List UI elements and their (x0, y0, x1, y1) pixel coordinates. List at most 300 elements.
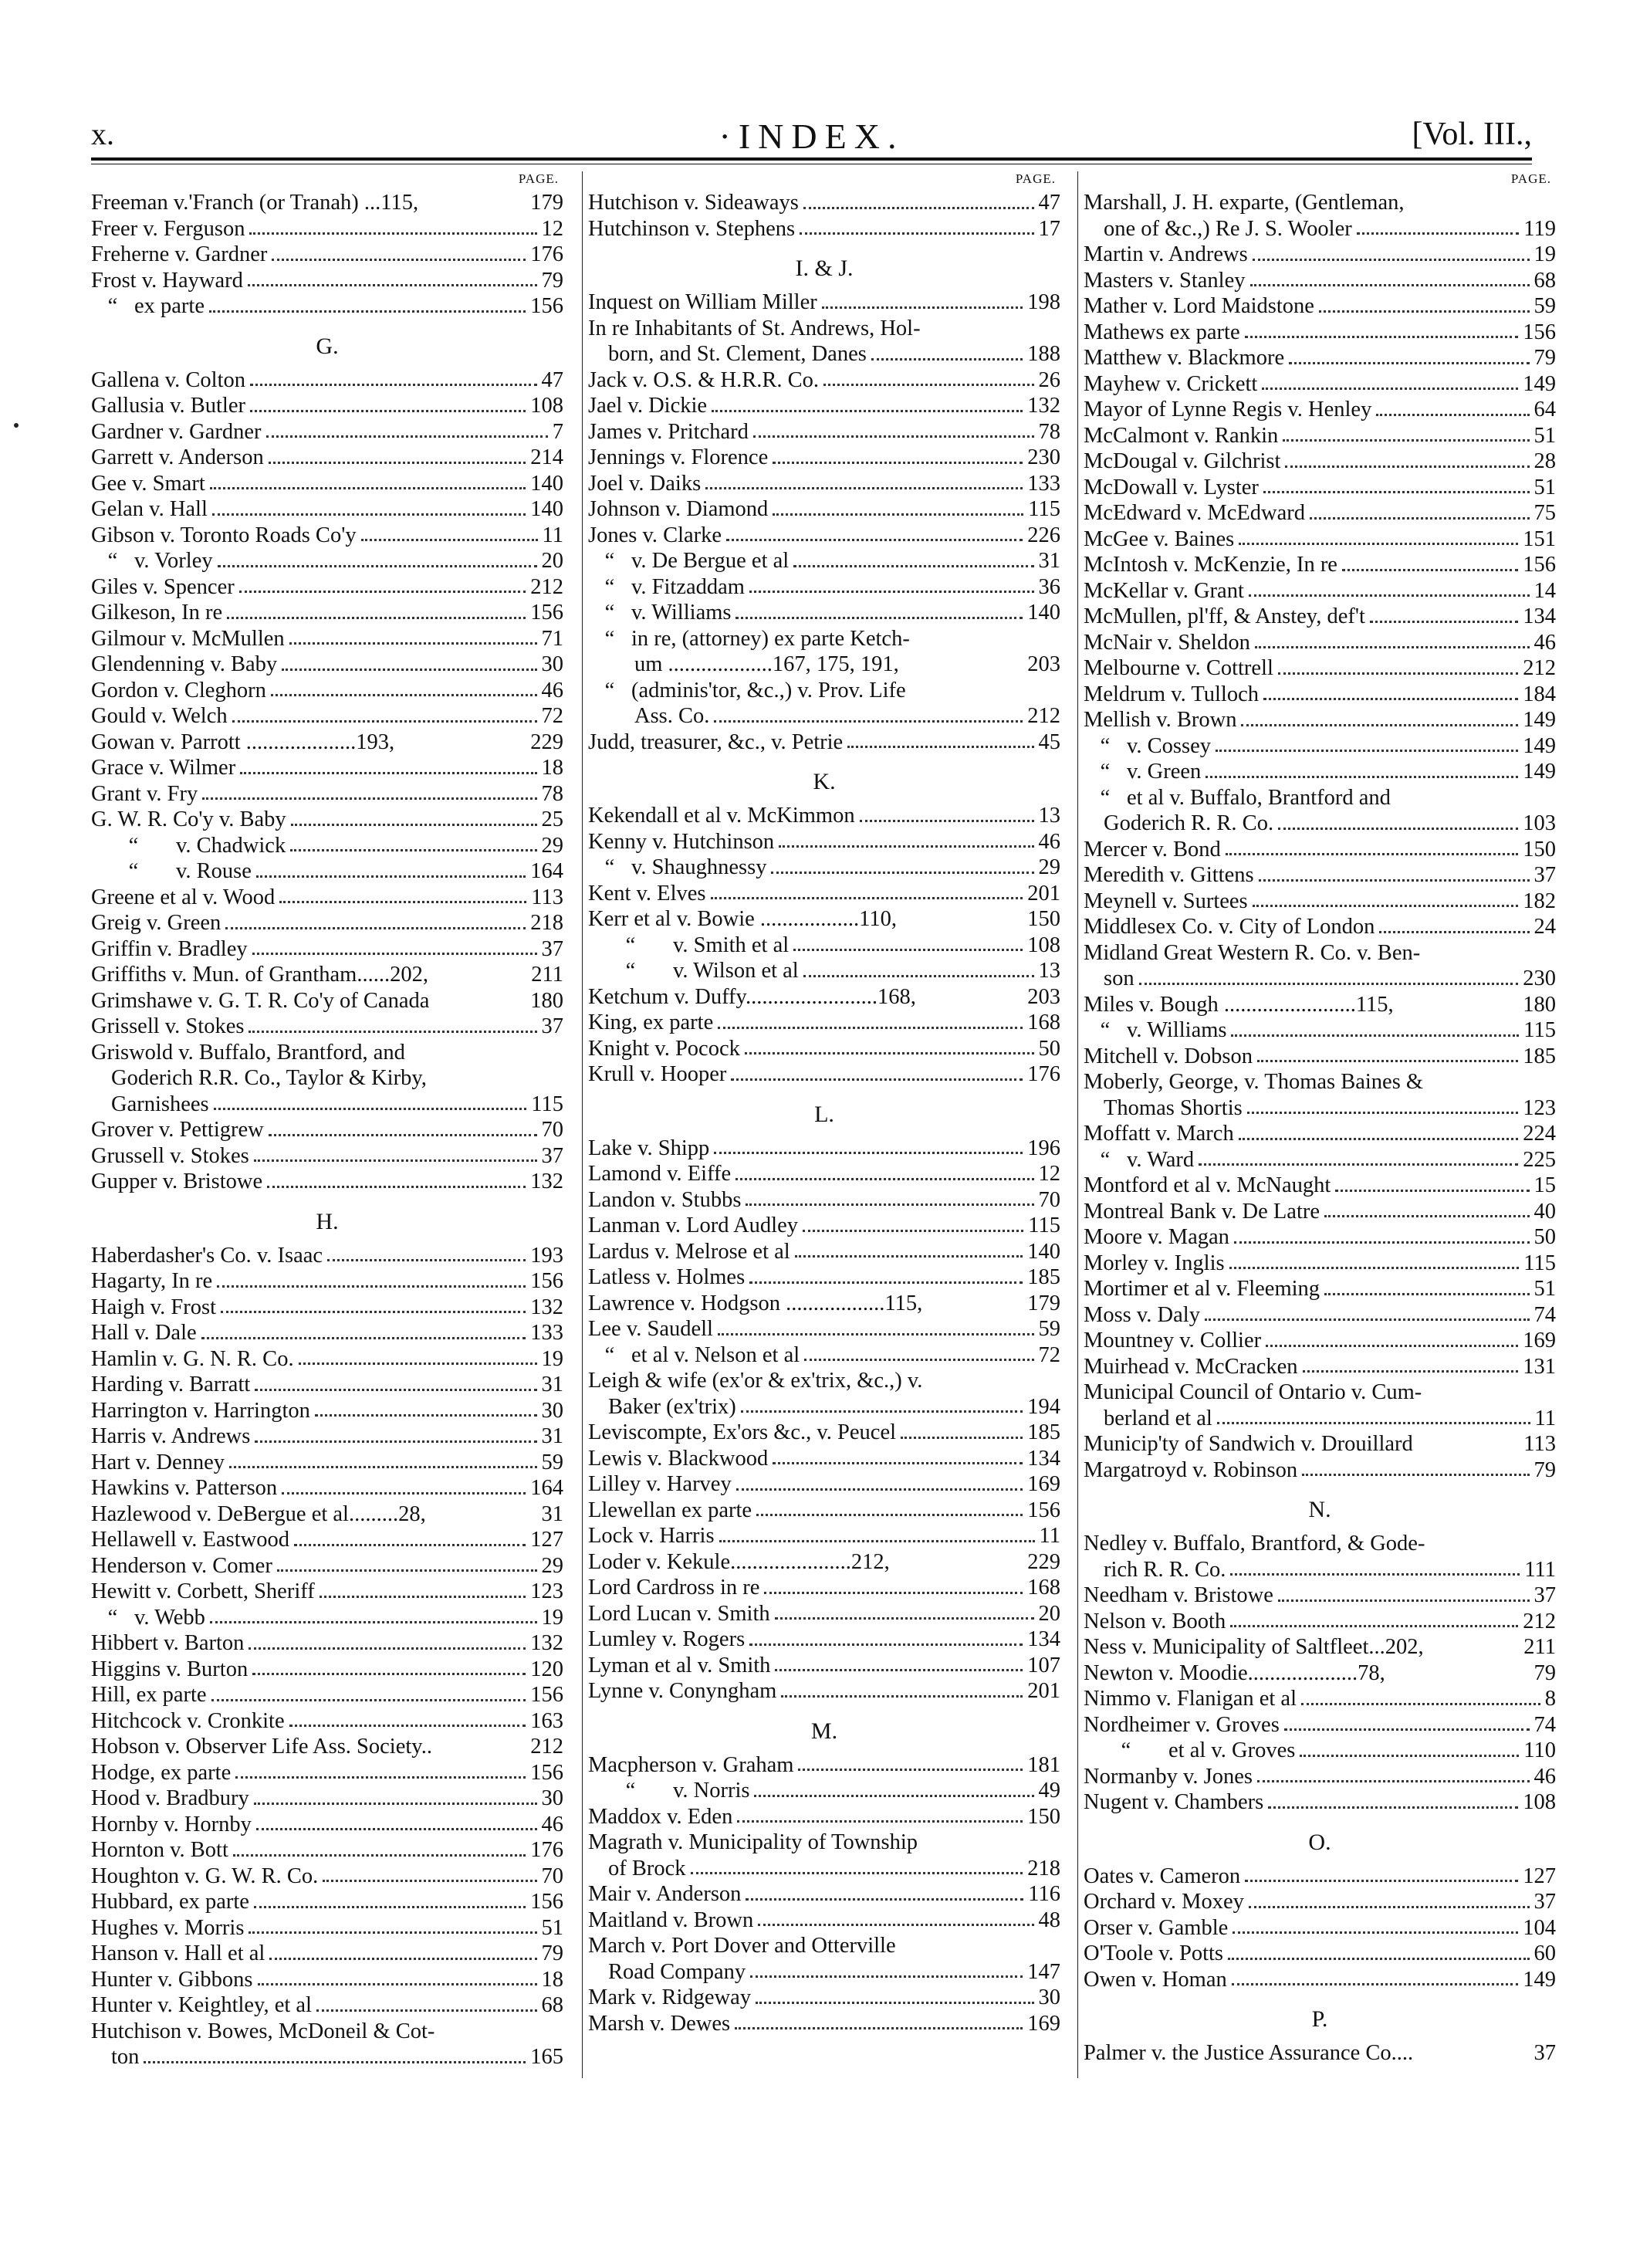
page-ref: 150 (1027, 907, 1060, 931)
dot-leader (258, 1983, 537, 1985)
index-entry (91, 703, 563, 729)
index-entry (588, 906, 1060, 933)
case-name: Maitland v. Brown (588, 1907, 754, 1932)
page-ref: 150 (1523, 837, 1556, 862)
case-name: Jones v. Clarke (588, 523, 722, 547)
case-name: Grover v. Pettigrew (91, 1118, 264, 1142)
index-entry (588, 1161, 1060, 1187)
index-entry (588, 1752, 1060, 1779)
dot-leader (1234, 1241, 1530, 1244)
case-name: Jael v. Dickie (588, 394, 708, 418)
page-ref: 71 (541, 626, 563, 651)
page-ref: 29 (541, 1553, 563, 1578)
case-name: Masters v. Stanley (1084, 268, 1246, 293)
case-name: v. Webb (134, 1605, 205, 1630)
index-entry (1084, 1431, 1556, 1457)
header-rule-thick (91, 157, 1532, 161)
index-entry-line (588, 678, 1060, 704)
index-entry (1084, 1686, 1556, 1712)
index-entry (588, 419, 1060, 445)
page-ref: 229 (530, 729, 563, 754)
case-name: James v. Pritchard (588, 419, 749, 444)
index-entry (588, 367, 1060, 394)
running-header (91, 116, 1532, 162)
case-name: Hamlin v. G. N. R. Co. (91, 1346, 294, 1371)
section-letter-heading: P. (1311, 2006, 1328, 2032)
page-ref: 131 (1523, 1354, 1556, 1379)
page-ref: 120 (530, 1657, 563, 1681)
case-name: Ness v. Municipality of Saltfleet...202, (1084, 1635, 1424, 1659)
dot-leader (746, 1898, 1023, 1901)
index-entry (91, 216, 563, 242)
index-entry (1084, 682, 1556, 708)
index-entry (91, 471, 563, 497)
index-entry (1084, 914, 1556, 940)
index-column-1 (91, 171, 563, 2070)
dot-leader (225, 927, 526, 929)
index-entry (588, 2011, 1060, 2037)
dot-leader (771, 872, 1033, 874)
case-name: Mortimer et al v. Fleeming (1084, 1277, 1320, 1301)
case-name: v. Rouse (176, 859, 252, 883)
dot-leader (1284, 1728, 1530, 1731)
index-entry (588, 1316, 1060, 1342)
page-ref: 218 (530, 911, 563, 935)
page-ref: 181 (1027, 1752, 1060, 1777)
page-ref: 115 (531, 1092, 563, 1116)
index-entry (1084, 397, 1556, 423)
ditto-mark: “ (1100, 1018, 1111, 1042)
dot-leader (773, 462, 1023, 464)
dot-leader (254, 1159, 537, 1162)
case-name: ton (111, 2045, 140, 2069)
index-entry (588, 803, 1060, 829)
dot-leader (289, 1725, 526, 1727)
page-ref: 156 (530, 1683, 563, 1707)
page-ref: 134 (1027, 1627, 1060, 1651)
case-name: v. Vorley (134, 549, 213, 573)
page-ref: 149 (1523, 708, 1556, 732)
index-entry (1084, 1889, 1556, 1915)
dot-leader (269, 1958, 536, 1960)
case-name: Gilmour v. McMullen (91, 626, 285, 651)
case-name: Muirhead v. McCracken (1084, 1354, 1298, 1379)
index-entry (1084, 862, 1556, 889)
page-ref: 50 (1533, 1225, 1556, 1249)
page-ref: 30 (541, 1398, 563, 1423)
index-entry (588, 1136, 1060, 1162)
case-name: Meynell v. Surtees (1084, 889, 1248, 913)
page-ref: 193 (530, 1243, 563, 1268)
page-ref: 164 (530, 1476, 563, 1500)
index-entry (91, 1682, 563, 1708)
case-name: Hagarty, In re (91, 1269, 213, 1293)
page-ref: 70 (1038, 1187, 1060, 1212)
index-entry (588, 703, 1060, 729)
index-entry (1084, 992, 1556, 1018)
index-entry (91, 1760, 563, 1786)
page-ref: 108 (530, 394, 563, 418)
dot-leader (746, 1203, 1033, 1206)
dot-leader (1228, 1958, 1529, 1960)
index-entry-line (91, 1065, 563, 1092)
dot-leader (775, 1669, 1023, 1671)
dot-leader (741, 1410, 1023, 1413)
page-ref: 51 (1533, 423, 1556, 448)
dot-leader (315, 1414, 537, 1417)
case-name: Mellish v. Brown (1084, 708, 1237, 732)
case-name: Hutchinson v. Stephens (588, 216, 796, 241)
index-entry (91, 1450, 563, 1476)
page-ref: 156 (1523, 553, 1556, 577)
page-ref: 230 (1523, 966, 1556, 990)
page-ref: 132 (1027, 394, 1060, 418)
index-entry (91, 988, 563, 1014)
case-name: rich R. R. Co. (1104, 1557, 1226, 1582)
index-entry (1084, 371, 1556, 398)
case-name: Inquest on William Miller (588, 290, 817, 314)
case-name: Hodge, ex parte (91, 1760, 232, 1785)
case-name: Joel v. Daiks (588, 471, 702, 496)
page-ref: 74 (1533, 1302, 1556, 1327)
dot-leader (289, 642, 537, 645)
page-ref: 212 (1523, 1609, 1556, 1633)
index-entry (1084, 578, 1556, 604)
case-name: Gardner v. Gardner (91, 419, 262, 444)
dot-leader (316, 2009, 537, 2012)
index-entry (91, 1992, 563, 2019)
page-ref: 149 (1523, 760, 1556, 784)
index-entry (588, 958, 1060, 984)
index-entry (91, 1243, 563, 1269)
page-ref: 134 (1027, 1446, 1060, 1471)
ditto-mark: “ (128, 859, 139, 883)
dot-leader (803, 207, 1034, 209)
dot-leader (1255, 646, 1530, 648)
dot-leader (1232, 1983, 1519, 1985)
case-name: Freherne v. Gardner (91, 242, 268, 266)
page-ref: 169 (1027, 1472, 1060, 1496)
dot-leader (1257, 1060, 1518, 1062)
dot-leader (735, 2027, 1023, 2029)
dot-leader (269, 1134, 537, 1136)
case-name: (adminis'tor, &c.,) v. Prov. Life (631, 678, 906, 702)
case-name: Gallusia v. Butler (91, 394, 245, 418)
dot-leader (773, 1462, 1023, 1464)
case-name: Palmer v. the Justice Assurance Co.... (1084, 2041, 1414, 2065)
page-ref: 123 (1523, 1095, 1556, 1120)
index-entry (1084, 1764, 1556, 1790)
index-entry (588, 1187, 1060, 1214)
index-entry (91, 419, 563, 445)
page-ref: 46 (541, 1812, 563, 1836)
page-ref: 119 (1523, 216, 1556, 241)
case-name: Landon v. Stubbs (588, 1187, 742, 1212)
case-name: Hobson v. Observer Life Ass. Society.. (91, 1735, 432, 1759)
page-ref: 115 (1523, 1251, 1556, 1275)
index-entry (91, 1734, 563, 1760)
page-ref: 37 (1533, 2041, 1556, 2065)
dot-leader (1278, 672, 1518, 675)
dot-leader (731, 1078, 1023, 1081)
page-ref: 123 (530, 1579, 563, 1603)
case-name: McKellar v. Grant (1084, 578, 1244, 603)
page-ref: 149 (1523, 371, 1556, 396)
case-name: Macpherson v. Graham (588, 1752, 794, 1777)
case-name: in re, (attorney) ex parte Ketch- (631, 626, 910, 651)
case-name: Grant v. Fry (91, 781, 198, 806)
index-entry (588, 496, 1060, 523)
dot-leader (144, 2061, 526, 2063)
dot-leader (233, 1854, 526, 1857)
case-name: Lardus v. Melrose et al (588, 1239, 790, 1264)
page-ref: 20 (541, 549, 563, 573)
index-entry (1084, 889, 1556, 915)
case-name: Mercer v. Bond (1084, 837, 1221, 862)
dot-leader (753, 435, 1034, 438)
dot-leader (691, 1872, 1023, 1874)
case-name: Owen v. Homan (1084, 1967, 1227, 1992)
index-entry (588, 1881, 1060, 1907)
ditto-mark: “ (604, 1342, 615, 1367)
case-name: Kerr et al v. Bowie ..................110, (588, 907, 897, 931)
index-entry (588, 881, 1060, 907)
index-entry-line (1084, 190, 1556, 216)
dot-leader (210, 1621, 537, 1623)
index-entry (91, 548, 563, 574)
index-entry (588, 652, 1060, 678)
case-name: Hornton v. Bott (91, 1838, 228, 1862)
index-entry (1084, 1017, 1556, 1044)
dot-leader (249, 1031, 536, 1033)
dot-leader (218, 565, 537, 567)
ditto-mark: “ (625, 933, 636, 957)
index-entry (91, 293, 563, 320)
page-ref: 179 (1027, 1291, 1060, 1315)
index-entry (91, 962, 563, 988)
index-entry-line (588, 316, 1060, 342)
index-entry (588, 471, 1060, 497)
case-name: Midland Great Western R. Co. v. Ben- (1084, 940, 1421, 965)
page-ref: 45 (1038, 729, 1060, 754)
page-column-label: PAGE. (518, 171, 559, 186)
case-name: Moffatt v. March (1084, 1122, 1234, 1146)
case-name: G. W. R. Co'y v. Baby (91, 807, 286, 831)
page-ref: 103 (1523, 811, 1556, 835)
dot-leader (749, 1643, 1023, 1646)
page-ref: 19 (1533, 242, 1556, 266)
page-ref: 26 (1038, 367, 1060, 392)
dot-leader (1301, 1703, 1540, 1705)
dot-leader (749, 591, 1034, 593)
page-ref: 164 (530, 859, 563, 883)
index-entry (588, 1523, 1060, 1549)
case-name: Margatroyd v. Robinson (1084, 1457, 1298, 1482)
case-name: O'Toole v. Potts (1084, 1941, 1224, 1965)
case-name: Hutchison v. Bowes, McDoneil & Cot- (91, 2019, 435, 2043)
case-name: Kent v. Elves (588, 881, 706, 906)
ditto-mark: “ (625, 1779, 636, 1803)
case-name: Freer v. Ferguson (91, 216, 245, 241)
case-name: Hubbard, ex parte (91, 1890, 249, 1914)
case-name: Moss v. Daly (1084, 1302, 1200, 1327)
case-name: v. Shaughnessy (631, 855, 767, 879)
case-name: Hornby v. Hornby (91, 1812, 252, 1836)
dot-leader (1229, 1267, 1520, 1269)
ditto-mark: “ (1121, 1738, 1131, 1762)
index-entry (1084, 293, 1556, 320)
index-entry (91, 1398, 563, 1424)
dot-leader (1249, 1906, 1530, 1908)
page-number: x. (91, 117, 114, 151)
index-entry (588, 1856, 1060, 1882)
index-entry (1084, 1863, 1556, 1890)
page-ref: 51 (541, 1915, 563, 1940)
index-entry (1084, 1634, 1556, 1660)
page-ref: 149 (1523, 1967, 1556, 1992)
case-name: Llewellan ex parte (588, 1498, 752, 1522)
dot-leader (282, 1492, 526, 1495)
dot-leader (255, 1389, 536, 1391)
page-ref: 74 (1533, 1712, 1556, 1737)
index-entry (1084, 1147, 1556, 1173)
case-name: Higgins v. Burton (91, 1657, 249, 1681)
case-name: Newton v. Moodie....................78, (1084, 1660, 1385, 1685)
index-entry (91, 1320, 563, 1346)
page-ref: 156 (530, 1760, 563, 1785)
case-name: Jennings v. Florence (588, 445, 769, 469)
page-ref: 108 (1027, 933, 1060, 957)
case-name: of Brock (608, 1856, 686, 1880)
page-ref: 51 (1533, 1277, 1556, 1301)
dot-leader (1283, 439, 1529, 442)
dot-leader (1199, 1163, 1518, 1166)
dot-leader (235, 1776, 526, 1779)
index-entry (588, 1446, 1060, 1472)
dot-leader (756, 2002, 1033, 2004)
index-entry (1084, 759, 1556, 785)
case-name: In re Inhabitants of St. Andrews, Hol- (588, 316, 921, 340)
page-ref: 224 (1523, 1122, 1556, 1146)
dot-leader (1278, 1599, 1530, 1602)
index-entry (588, 600, 1060, 626)
index-entry (588, 1601, 1060, 1627)
case-name: Municipal Council of Ontario v. Cum- (1084, 1380, 1422, 1404)
index-entry (91, 523, 563, 549)
dot-leader (248, 284, 537, 286)
dot-leader (803, 1230, 1023, 1232)
page-ref: 37 (541, 1014, 563, 1038)
index-entry (588, 341, 1060, 367)
dot-leader (252, 953, 537, 955)
case-name: Mathews ex parte (1084, 320, 1240, 344)
case-name: et al v. Buffalo, Brantford and (1127, 785, 1391, 810)
dot-leader (232, 720, 537, 723)
dot-leader (1226, 853, 1518, 855)
index-entry (1084, 837, 1556, 863)
case-name: Lawrence v. Hodgson ..................115, (588, 1291, 923, 1315)
index-entry (1084, 552, 1556, 578)
page-ref: 14 (1533, 578, 1556, 603)
case-name: Mayhew v. Crickett (1084, 371, 1258, 396)
section-letter-heading: N. (1308, 1497, 1331, 1522)
dot-leader (718, 1333, 1034, 1335)
case-name: v. Williams (1127, 1018, 1227, 1042)
page-ref: 184 (1523, 682, 1556, 706)
case-name: Middlesex Co. v. City of London (1084, 915, 1375, 939)
dot-leader (209, 310, 526, 313)
index-entry (1084, 733, 1556, 760)
case-name: Garnishees (111, 1092, 209, 1116)
case-name: son (1104, 966, 1134, 990)
page-ref: 47 (1038, 191, 1060, 215)
ditto-mark: “ (128, 833, 139, 858)
index-entry (588, 1471, 1060, 1498)
case-name: McCalmont v. Rankin (1084, 423, 1279, 448)
case-name: Lumley v. Rogers (588, 1627, 746, 1651)
page-ref: 8 (1544, 1687, 1556, 1711)
case-name: Harrington v. Harrington (91, 1398, 310, 1423)
page-ref: 149 (1523, 733, 1556, 758)
index-entry (588, 1342, 1060, 1369)
dot-leader (221, 1311, 526, 1313)
page-ref: 229 (1027, 1549, 1060, 1574)
page-ref: 115 (1028, 497, 1060, 521)
page-ref: 127 (1523, 1863, 1556, 1888)
page-ref: 29 (541, 833, 563, 858)
index-entry (588, 1678, 1060, 1704)
dot-leader (1376, 414, 1529, 416)
index-entry (91, 393, 563, 419)
index-entry (588, 1291, 1060, 1317)
case-name: Moore v. Magan (1084, 1225, 1229, 1249)
case-name: Frost v. Hayward (91, 268, 243, 293)
page-ref: 179 (530, 191, 563, 215)
index-entry (588, 1985, 1060, 2011)
dot-leader (1257, 1780, 1530, 1782)
case-name: Grissell v. Stokes (91, 1014, 245, 1038)
section-letter-heading: K. (813, 769, 836, 794)
index-entry (91, 1117, 563, 1143)
case-name: Marshall, J. H. exparte, (Gentleman, (1084, 191, 1405, 215)
page-ref: 37 (1533, 863, 1556, 887)
case-name: berland et al (1104, 1406, 1212, 1430)
index-entry (91, 858, 563, 885)
case-name: Meldrum v. Tulloch (1084, 682, 1259, 706)
dot-leader (254, 1906, 526, 1908)
index-entry (1084, 320, 1556, 346)
index-entry (91, 445, 563, 471)
case-name: v. De Bergue et al (631, 549, 790, 573)
case-name: Leigh & wife (ex'or & ex'trix, &c.,) v. (588, 1369, 923, 1393)
case-name: Lamond v. Eiffe (588, 1162, 732, 1186)
index-entry (91, 1295, 563, 1321)
dot-leader (299, 1362, 537, 1365)
case-name: King, ex parte (588, 1010, 714, 1034)
case-name: Lanman v. Lord Audley (588, 1214, 799, 1237)
case-name: Hutchison v. Sideaways (588, 191, 799, 215)
section-letter-heading: L. (814, 1101, 834, 1127)
index-entry (91, 1169, 563, 1195)
page-ref: 46 (541, 678, 563, 702)
volume-label: [Vol. III., (1412, 117, 1532, 152)
case-name: Hill, ex parte (91, 1683, 207, 1707)
dot-leader (798, 1769, 1023, 1771)
dot-leader (1379, 931, 1529, 933)
index-entry (91, 600, 563, 626)
dot-leader (822, 306, 1023, 309)
dot-leader (361, 539, 538, 541)
